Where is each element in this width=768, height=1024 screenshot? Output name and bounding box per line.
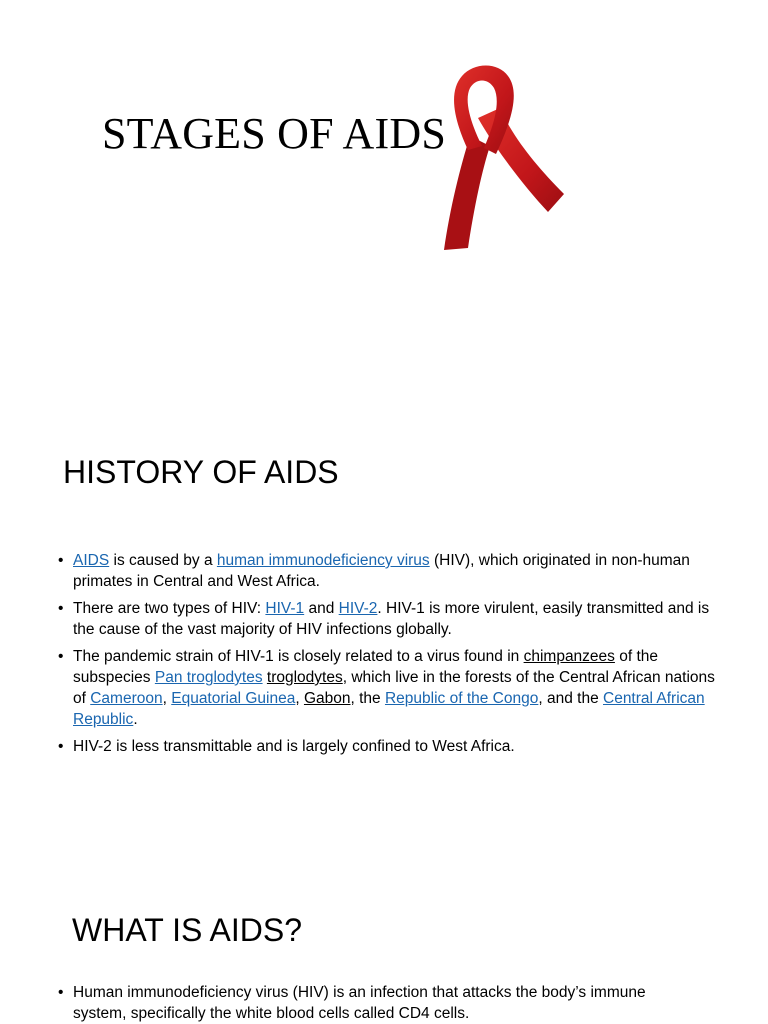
red-ribbon-icon <box>408 58 568 258</box>
what-is-aids-bullet-list <box>58 982 698 1024</box>
bullet-text: , which live in the forests of the Central African nations of <box>73 669 715 707</box>
list-item <box>58 982 698 1024</box>
slide-stages-of-aids <box>0 0 768 390</box>
link-cameroon[interactable]: Cameroon <box>90 690 163 707</box>
link-equatorial-guinea[interactable]: Equatorial Guinea <box>171 690 296 707</box>
link-hiv[interactable]: human immunodeficiency virus <box>216 552 430 569</box>
slide-title-history: HISTORY OF AIDS <box>63 454 339 490</box>
link-troglodytes[interactable]: troglodytes <box>266 669 343 686</box>
bullet-text: , and the <box>538 690 603 707</box>
history-bullet-list <box>58 550 718 763</box>
bullet-text: (HIV), which originated in non-human primates in Central and West Africa. <box>73 552 690 590</box>
bullet-text: . <box>133 711 138 728</box>
bullet-marker: • <box>58 552 64 569</box>
bullet-text: and <box>304 600 339 617</box>
slide-title-what-is-aids: WHAT IS AIDS? <box>72 912 302 948</box>
list-item <box>58 598 718 640</box>
bullet-marker: • <box>58 648 64 665</box>
list-item <box>58 550 718 592</box>
link-republic-of-the-congo[interactable]: Republic of the Congo <box>384 690 539 707</box>
bullet-text: . HIV-1 is more virulent, easily transmitted and is the cause of the vast majority of HIV infections globally. <box>73 600 710 638</box>
link-aids[interactable]: AIDS <box>73 552 110 569</box>
list-item <box>58 646 718 730</box>
bullet-text: Human immunodeficiency virus (HIV) is an infection that attacks the body’s immune system, specifically the white blood cells called CD4 cells. <box>73 984 646 1022</box>
bullet-text: The pandemic strain of HIV-1 is closely related to a virus found in <box>73 648 524 665</box>
bullet-text: , <box>162 690 172 707</box>
bullet-marker: • <box>58 738 64 755</box>
bullet-text: , the <box>350 690 385 707</box>
link-chimpanzees[interactable]: chimpanzees <box>523 648 615 665</box>
bullet-text: , <box>295 690 304 707</box>
bullet-text: is caused by a <box>109 552 217 569</box>
link-gabon[interactable]: Gabon <box>303 690 351 707</box>
bullet-text: of the subspecies <box>73 648 659 686</box>
bullet-marker: • <box>58 984 64 1001</box>
link-pan-troglodytes[interactable]: Pan troglodytes <box>154 669 263 686</box>
slide-history-of-aids <box>0 430 768 830</box>
bullet-text: There are two types of HIV: <box>73 600 266 617</box>
list-item <box>58 736 718 757</box>
slide-title-stages: STAGES OF AIDS <box>102 109 447 158</box>
bullet-marker: • <box>58 600 64 617</box>
link-hiv-2[interactable]: HIV-2 <box>338 600 378 617</box>
slide-what-is-aids <box>0 880 768 1024</box>
link-central-african-republic[interactable]: Central African Republic <box>73 690 705 728</box>
bullet-text: HIV-2 is less transmittable and is largely confined to West Africa. <box>73 738 515 755</box>
link-hiv-1[interactable]: HIV-1 <box>265 600 305 617</box>
